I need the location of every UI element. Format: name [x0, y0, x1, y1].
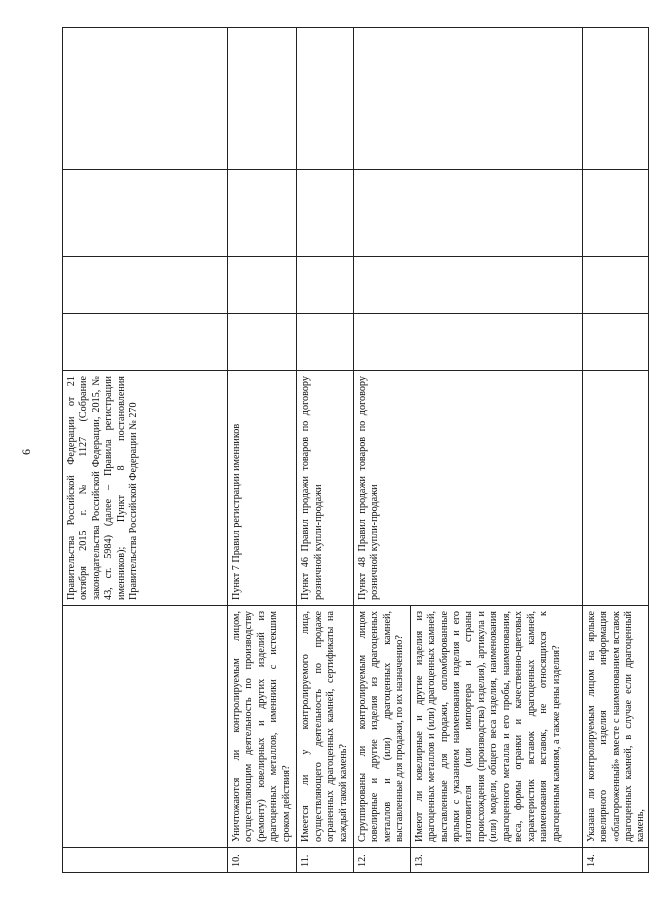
legal-basis-cell: Пункт 7 Правил регистрации именников — [228, 371, 297, 606]
empty-cell — [63, 28, 228, 170]
table-row — [297, 28, 354, 873]
question-cell: Имеется ли у контролируемого лица, осуществляющего деятельность по продаже ограненных драгоценных камней, сертификаты на каждый такой камень? — [297, 606, 354, 848]
page-number: 6 — [19, 449, 33, 455]
question-cell: Уничтожаются ли контролируемым лицом, осуществляющим деятельность по производству (ремонту) ювелирных и других изделий из драгоценных металлов, именники с истекшим сроком действия? — [228, 606, 297, 848]
empty-cell — [63, 170, 228, 257]
checklist-table-rotated — [62, 28, 647, 873]
empty-cell — [228, 170, 297, 257]
empty-cell — [353, 257, 582, 314]
row-number: 13. — [410, 848, 582, 873]
empty-cell — [297, 28, 354, 170]
question-cell: Указана ли контролируемым лицом на ярлыке ювелирного изделия информация «облагороженный» вместе с наименованием вставок драгоценных камней, в случае если драгоценный камень, — [582, 606, 648, 848]
empty-cell — [228, 257, 297, 314]
checklist-table — [62, 27, 649, 873]
question-cell: Имеют ли ювелирные и другие изделия из драгоценных металлов и (или) драгоценных камней, выставленные для продажи, опломбированные ярлыки с указанием наименования изделия и его изготовителя (или импортера и страны происхождения (производства) изделия), артикула и (или) модели, общего веса изделия, наименования драгоценного металла и его пробы, наименования, веса, формы огранки и качественно-цветовых характеристик вставок драгоценных камней, наименования вставок, не относящихся к драгоценным камням, а также цены изделия? — [410, 606, 582, 848]
empty-cell — [297, 170, 354, 257]
empty-cell — [353, 314, 582, 371]
empty-cell — [582, 257, 648, 314]
empty-cell — [63, 257, 228, 314]
empty-cell — [228, 314, 297, 371]
empty-cell — [582, 28, 648, 170]
empty-cell — [63, 314, 228, 371]
row-number — [63, 848, 228, 873]
question-cell — [63, 606, 228, 848]
legal-basis-cell: Пункт 46 Правил продажи товаров по договору розничной купли-продажи — [297, 371, 354, 606]
row-number: 12. — [353, 848, 410, 873]
table-row — [63, 28, 228, 873]
legal-basis-cell: Пункт 48 Правил продажи товаров по договору розничной купли-продажи — [353, 371, 582, 606]
empty-cell — [353, 28, 582, 170]
empty-cell — [582, 170, 648, 257]
empty-cell — [353, 170, 582, 257]
empty-cell — [582, 314, 648, 371]
empty-cell — [297, 314, 354, 371]
table-row — [353, 28, 410, 873]
empty-cell — [228, 28, 297, 170]
row-number: 10. — [228, 848, 297, 873]
row-number: 14. — [582, 848, 648, 873]
question-cell: Сгруппированы ли контролируемым лицом ювелирные и другие изделия из драгоценных металлов и (или) драгоценных камней, выставленные для продажи, по их назначению? — [353, 606, 410, 848]
table-row — [582, 28, 648, 873]
legal-basis-cell — [582, 371, 648, 606]
table-row — [228, 28, 297, 873]
row-number: 11. — [297, 848, 354, 873]
legal-basis-cell: Правительства Российской Федерации от 21 октября 2015 г. № 1127 (Собрание законодательства Российской Федерации, 2015, № 43, ст. 5984) (далее – Правила регистрации именников); Пункт 8 постановления Правительства Российской Федерации № 270 — [63, 371, 228, 606]
empty-cell — [297, 257, 354, 314]
